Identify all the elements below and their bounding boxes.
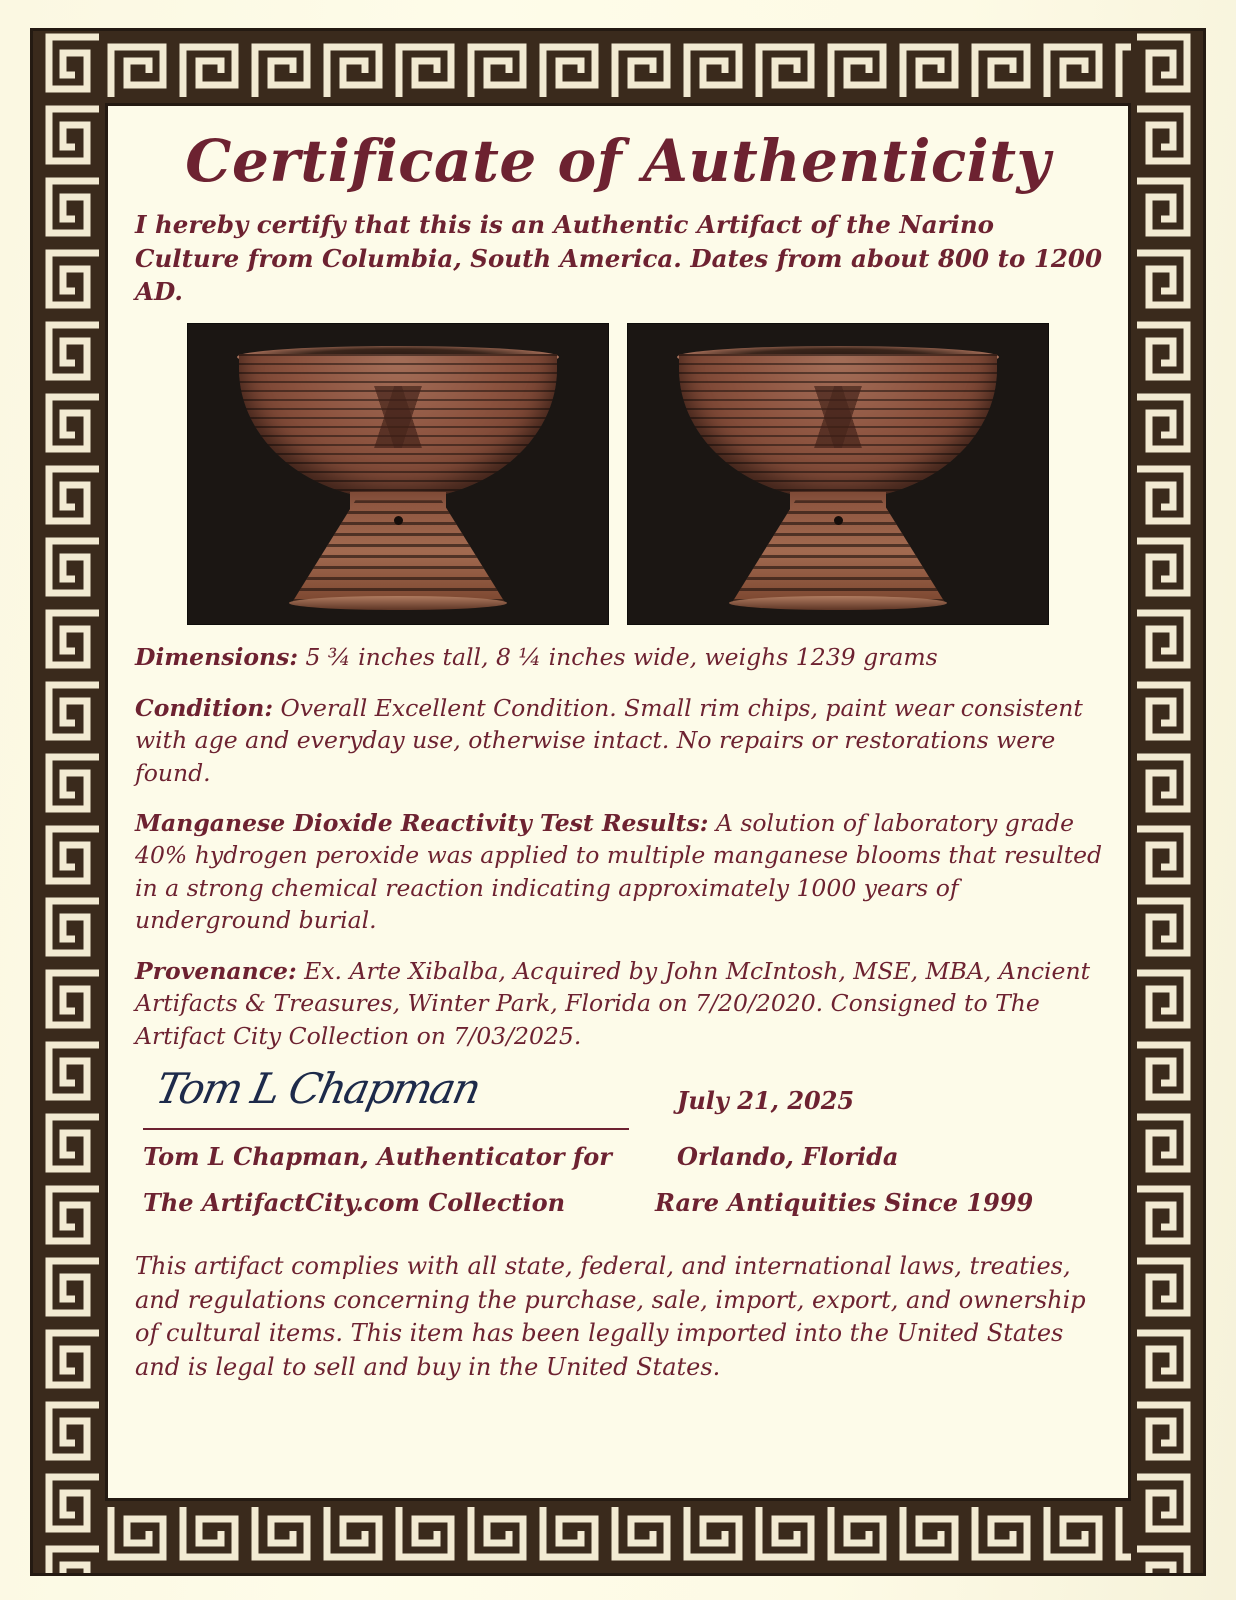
certification-statement: I hereby certify that this is an Authentic Artifact of the Narino Culture from Columbia, South America. Dates from about 800 to 1200 AD. (135, 209, 1103, 307)
signatory-city: Orlando, Florida (677, 1141, 899, 1171)
greek-key-border-left (33, 31, 105, 1573)
field-manganese-test-label: Manganese Dioxide Reactivity Test Results: (135, 808, 709, 837)
field-provenance (135, 955, 1105, 1052)
field-manganese-test-value: A solution of laboratory grade 40% hydrogen peroxide was applied to multiple manganese blooms that resulted in a strong chemical reaction indicating approximately 1000 years of underground burial. (135, 808, 1103, 935)
certificate-content (105, 105, 1131, 1495)
field-dimensions-label: Dimensions: (135, 643, 299, 672)
vessel-foot-shape (289, 596, 507, 610)
field-condition-value: Overall Excellent Condition. Small rim chips, paint wear consistent with age and everyday use, otherwise intact. No repairs or restorations were found. (135, 693, 1083, 787)
signature-block (135, 1063, 1105, 1240)
artifact-photo-left (187, 323, 609, 625)
field-dimensions (135, 641, 1105, 673)
artifact-photo-right (627, 323, 1049, 625)
greek-key-border-top (33, 31, 1203, 103)
signature-line (143, 1128, 629, 1130)
vessel-x-motif (733, 386, 943, 448)
page-title: Certificate of Authenticity (185, 127, 1051, 195)
greek-key-border-right (1131, 31, 1203, 1573)
signatory-organization: The ArtifactCity.com Collection (143, 1187, 566, 1217)
artifact-photo-gallery (131, 323, 1105, 625)
field-manganese-test (135, 807, 1105, 937)
signatory-name: Tom L Chapman, Authenticator for (143, 1141, 612, 1171)
field-provenance-value: Ex. Arte Xibalba, Acquired by John McIntosh, MSE, MBA, Ancient Artifacts & Treasures, Winter Park, Florida on 7/20/2020. Consigned to The Artifact City Collection on 7/03/2025. (135, 956, 1091, 1050)
field-provenance-label: Provenance: (135, 956, 297, 985)
vessel-foot-shape (729, 596, 947, 610)
vessel-x-motif (293, 386, 503, 448)
signature-date: July 21, 2025 (677, 1085, 855, 1115)
field-condition (135, 692, 1105, 789)
compliance-statement: This artifact complies with all state, federal, and international laws, treaties, and regulations concerning the purchase, sale, import, export, and ownership of cultural items. This item has been legally imported into the United States and is legal to sell and buy in the United States. (135, 1251, 1086, 1381)
organization-tagline: Rare Antiquities Since 1999 (655, 1187, 1034, 1217)
field-condition-label: Condition: (135, 693, 274, 722)
greek-key-border-bottom (33, 1501, 1203, 1573)
handwritten-signature: Tom L Chapman (151, 1063, 484, 1113)
field-dimensions-value: 5 ¾ inches tall, 8 ¼ inches wide, weighs 1239 grams (298, 643, 938, 672)
